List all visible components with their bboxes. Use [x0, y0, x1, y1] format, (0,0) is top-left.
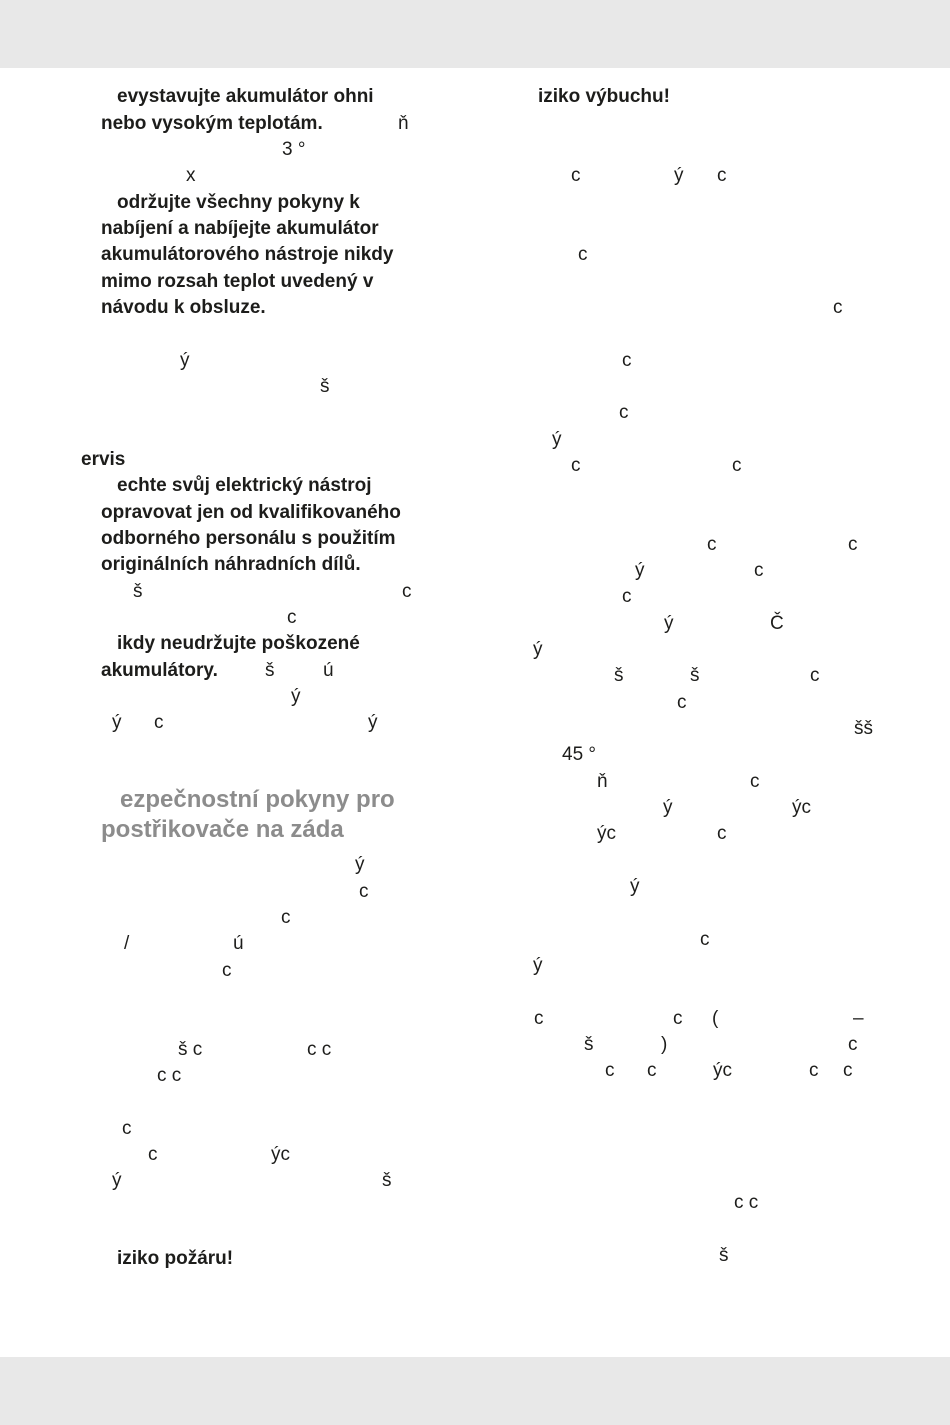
text-fragment: c: [809, 1060, 819, 1081]
text-fragment: šš: [854, 718, 873, 739]
text-fragment: c: [717, 165, 727, 186]
text-fragment: c: [754, 560, 764, 581]
text-fragment: c: [707, 534, 717, 555]
text-fragment: ý: [664, 613, 674, 634]
text-fragment: c: [281, 907, 291, 928]
text-fragment: š: [265, 660, 275, 681]
top-margin-band: [0, 0, 950, 68]
text-fragment: c c: [157, 1065, 182, 1086]
text-fragment: /: [124, 933, 130, 954]
battery-fire-warning-line1: evystavujte akumulátor ohni: [117, 86, 374, 107]
charging-instructions-line5: návodu k obsluze.: [101, 297, 266, 318]
charging-instructions-line4: mimo rozsah teplot uvedený v: [101, 271, 374, 292]
text-fragment: c: [848, 534, 858, 555]
text-fragment: c: [287, 607, 297, 628]
text-fragment: š: [133, 581, 143, 602]
text-fragment: c: [222, 960, 232, 981]
text-fragment: c: [619, 402, 629, 423]
text-fragment: ): [661, 1034, 668, 1055]
text-fragment: (: [712, 1008, 719, 1029]
text-fragment: c: [750, 771, 760, 792]
text-fragment: c: [148, 1144, 158, 1165]
text-fragment: c: [622, 350, 632, 371]
text-fragment: ýc: [713, 1060, 732, 1081]
section-heading-line1: ezpečnostní pokyny pro: [120, 786, 395, 813]
text-fragment: š: [614, 665, 624, 686]
text-fragment: c: [833, 297, 843, 318]
battery-fire-warning-line2: nebo vysokým teplotám.: [101, 113, 323, 134]
explosion-risk-warning: iziko výbuchu!: [538, 86, 670, 107]
text-fragment: š: [382, 1170, 392, 1191]
text-fragment: c: [578, 244, 588, 265]
text-fragment: ý: [663, 797, 673, 818]
text-fragment: ý: [368, 712, 378, 733]
text-fragment: Č: [770, 613, 784, 634]
service-text-line3: odborného personálu s použitím: [101, 528, 396, 549]
text-fragment: c: [732, 455, 742, 476]
text-fragment: ý: [533, 955, 543, 976]
text-fragment: ň: [398, 113, 409, 134]
text-fragment: c: [622, 586, 632, 607]
text-fragment: 3 °: [282, 139, 306, 160]
text-fragment: c: [717, 823, 727, 844]
text-fragment: c: [700, 929, 710, 950]
text-fragment: c: [534, 1008, 544, 1029]
text-fragment: –: [853, 1008, 864, 1029]
text-fragment: š: [320, 376, 330, 397]
charging-instructions-line3: akumulátorového nástroje nikdy: [101, 244, 394, 265]
text-fragment: c: [571, 165, 581, 186]
text-fragment: x: [186, 165, 196, 186]
text-fragment: c: [402, 581, 412, 602]
service-text-line4: originálních náhradních dílů.: [101, 554, 361, 575]
text-fragment: ý: [355, 854, 365, 875]
text-fragment: c c: [734, 1192, 759, 1213]
text-fragment: c: [843, 1060, 853, 1081]
service-text-line1: echte svůj elektrický nástroj: [117, 475, 372, 496]
text-fragment: š: [584, 1034, 594, 1055]
text-fragment: š: [719, 1245, 729, 1266]
text-fragment: ý: [533, 639, 543, 660]
text-fragment: c: [677, 692, 687, 713]
charging-instructions-line1: održujte všechny pokyny k: [117, 192, 360, 213]
text-fragment: ú: [323, 660, 334, 681]
text-fragment: ý: [180, 350, 190, 371]
text-fragment: c: [154, 712, 164, 733]
damaged-battery-warning-line1: ikdy neudržujte poškozené: [117, 633, 360, 654]
bottom-margin-band: [0, 1357, 950, 1425]
text-fragment: c: [122, 1118, 132, 1139]
text-fragment: c: [673, 1008, 683, 1029]
text-fragment: c: [647, 1060, 657, 1081]
text-fragment: ý: [112, 712, 122, 733]
text-fragment: ý: [635, 560, 645, 581]
text-fragment: 45 °: [562, 744, 597, 765]
text-fragment: ýc: [271, 1144, 290, 1165]
text-fragment: ý: [112, 1170, 122, 1191]
text-fragment: ú: [233, 933, 244, 954]
text-fragment: ň: [597, 771, 608, 792]
text-fragment: š: [690, 665, 700, 686]
charging-instructions-line2: nabíjení a nabíjejte akumulátor: [101, 218, 379, 239]
service-text-line2: opravovat jen od kvalifikovaného: [101, 502, 401, 523]
text-fragment: c c: [307, 1039, 332, 1060]
section-heading-line2: postřikovače na záda: [101, 816, 344, 843]
text-fragment: ý: [291, 686, 301, 707]
text-fragment: c: [605, 1060, 615, 1081]
text-fragment: ýc: [792, 797, 811, 818]
fire-risk-warning: iziko požáru!: [117, 1248, 234, 1269]
text-fragment: š c: [178, 1039, 203, 1060]
text-fragment: ýc: [597, 823, 616, 844]
text-fragment: c: [810, 665, 820, 686]
service-heading: ervis: [81, 449, 126, 470]
text-fragment: ý: [674, 165, 684, 186]
text-fragment: ý: [552, 429, 562, 450]
text-fragment: c: [848, 1034, 858, 1055]
damaged-battery-warning-line2: akumulátory.: [101, 660, 218, 681]
text-fragment: ý: [630, 876, 640, 897]
text-fragment: c: [571, 455, 581, 476]
text-fragment: c: [359, 881, 369, 902]
